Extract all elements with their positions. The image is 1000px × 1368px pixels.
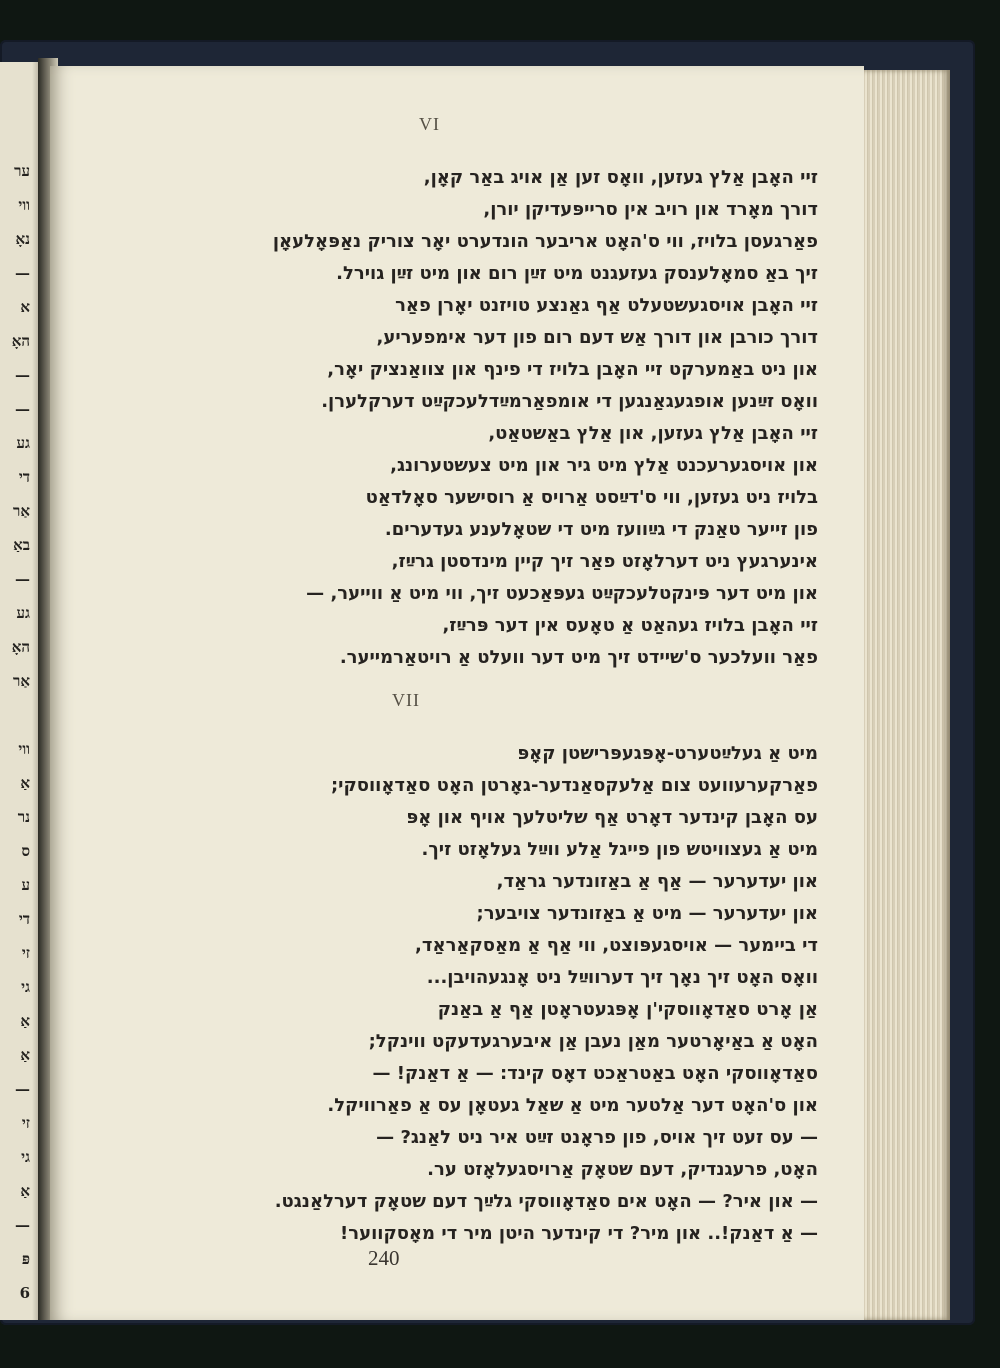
text-line: פאַרקערעוועט צום אַלעקסאַנדער-גאָרטן האָט סאַדאָווסקי;	[330, 775, 818, 796]
text-line: און יעדערער — מיט אַ באַזונדער צויבער;	[476, 903, 818, 924]
left-page-line: אַ	[20, 1182, 30, 1200]
text-line: און ניט באַמערקט זיי האָבן בלויז די פינף און צוואַנציק יאָר,	[327, 359, 818, 380]
left-page-edge	[0, 62, 42, 1320]
text-line: וואָס זײַנען אופגעגאַנגען די אומפאַרמײַדלעכקײַט דערקלערן.	[321, 391, 818, 412]
text-line: בלויז ניט געזען, ווי ס'דײַסט אַרויס אַ רוסישער סאָלדאַט	[365, 487, 818, 508]
left-page-line: גע	[16, 604, 30, 622]
left-page-line: אַר	[13, 672, 30, 690]
left-page-line: —	[15, 1080, 30, 1098]
left-page-line: פּ	[21, 1250, 30, 1268]
left-page-line: ווי	[18, 740, 30, 758]
left-page-line: גי	[21, 978, 30, 996]
text-line: אַן אָרט סאַדאָווסקי'ן אָפּגעטראָטן אַף אַ באַנק	[437, 999, 818, 1020]
right-page	[50, 66, 864, 1320]
left-page-line: —	[15, 264, 30, 282]
left-page-line: 6	[19, 1284, 30, 1302]
text-line: סאַדאָווסקי האָט באַטראַכט דאָס קינד: — אַ דאַנק! —	[372, 1063, 818, 1084]
left-page-line: אַר	[13, 502, 30, 520]
left-page-line: ע	[21, 876, 30, 894]
text-line: און ס'האָט דער אַלטער מיט אַ שאַל געטאָן עס אַ פאַרוויקל.	[327, 1095, 818, 1116]
left-page-line: גע	[16, 434, 30, 452]
left-page-line: אַ	[20, 1012, 30, 1030]
text-line: זיי האָבן אַלץ געזען, וואָס זען אַן אויג באַר קאָן,	[423, 167, 818, 188]
text-line: זיי האָבן אַלץ געזען, און אַלץ באַשטאַט,	[488, 423, 818, 444]
page-number: 240	[368, 1246, 400, 1270]
text-line: — אַ דאַנק!.. און מיר? די קינדער היטן מיר די מאָסקווער!	[340, 1223, 818, 1244]
left-page-line: נאָ	[15, 230, 30, 248]
text-line: די ביימער — אויסגעפּוצט, ווי אַף אַ מאַסקאַראַד,	[415, 935, 818, 956]
text-line: זיי האָבן בלויז געהאַט אַ טאָעס אין דער פּרײַז,	[442, 615, 818, 636]
text-line: עס האָבן קינדער דאָרט אַף שליטלעך אויף און אָפּ	[406, 807, 818, 828]
text-line: און יעדערער — אַף אַ באַזונדער גראַד,	[496, 871, 818, 892]
left-page-line: —	[15, 1216, 30, 1234]
left-page-line: די	[18, 910, 30, 928]
left-page-line: האָ	[11, 638, 30, 656]
text-line: האָט, פרעגנדיק, דעם שטאָק אַרויסגעלאָזט ער.	[427, 1159, 818, 1180]
text-line: מיט אַ געצוויטש פון פייגל אַלע ווײַל געלאָזט זיך.	[421, 839, 818, 860]
text-line: דורך מאָרד און רויב אין סרייפּעדיקן יורן,	[483, 199, 818, 220]
left-page-line: א	[20, 298, 30, 316]
left-page-line: ער	[14, 162, 30, 180]
text-line: און אויסגערעכנט אַלץ מיט גיר און מיט צעשטערונג,	[390, 455, 818, 476]
left-page-line: גי	[21, 1148, 30, 1166]
text-line: — און איר? — האָט אים סאַדאָווסקי גלײַך דעם שטאָק דערלאַנגט.	[274, 1191, 818, 1212]
text-line: וואָס האָט זיך נאָך זיך דערווײַל ניט אָנגעהויבן...	[426, 967, 818, 988]
section-number-vii: VII	[392, 690, 420, 710]
section-vi-text	[128, 162, 818, 674]
left-page-line: די	[18, 468, 30, 486]
left-page-line: אַ	[20, 1046, 30, 1064]
text-line: זיי האָבן אויסגעשטעלט אַף גאַנצע טויזנט יאָרן פאַר	[395, 295, 818, 316]
text-line: — עס זעט זיך אויס, פון פראָנט זײַט איר ניט לאַנג? —	[376, 1127, 818, 1148]
left-page-line: —	[15, 366, 30, 384]
text-line: מיט אַ געלײַטערט-אָפּגעפּרישטן קאָפּ	[517, 743, 818, 764]
left-page-line: ווי	[18, 196, 30, 214]
text-line: און מיט דער פּינקטלעכקײַט געפּאַכעט זיך, ווי מיט אַ ווייער, —	[306, 583, 818, 604]
text-line: פאַר וועלכער ס'שיידט זיך מיט דער וועלט אַ רויטאַרמייער.	[339, 647, 818, 668]
page-fore-edge	[858, 70, 950, 1320]
left-page-line: נר	[17, 808, 30, 826]
text-line: זיך באַ סמאָלענסק געזעגנט מיט זײַן רום און מיט זײַן גוירל.	[336, 263, 818, 284]
text-line: אינערגעץ ניט דערלאָזט פאַר זיך קיין מינדסטן גרײַז,	[391, 551, 818, 572]
text-line: דורך כורבן און דורך אַש דעם רום פון דער אימפעריע,	[376, 327, 818, 348]
left-page-line: זי	[21, 944, 30, 962]
text-line: פון זייער טאַנק די גײַוועז מיט די שטאָלענע געדערים.	[384, 519, 818, 540]
left-page-line: —	[15, 400, 30, 418]
left-page-line: ס	[21, 842, 30, 860]
left-page-line: האָ	[11, 332, 30, 350]
left-page-line: אַ	[20, 774, 30, 792]
left-page-line: באַ	[13, 536, 30, 554]
text-line: האָט אַ באַיאָרטער מאַן נעבן אַן איבערגעדעקט ווינקל;	[368, 1031, 818, 1052]
section-number-vi: VI	[419, 114, 440, 134]
left-page-line: זי	[21, 1114, 30, 1132]
section-vii-text	[128, 738, 818, 1250]
left-page-line: —	[15, 570, 30, 588]
text-line: פאַרגעסן בלויז, ווי ס'האָט אריבער הונדערט יאָר צוריק נאַפּאָלעאָן	[272, 231, 818, 252]
